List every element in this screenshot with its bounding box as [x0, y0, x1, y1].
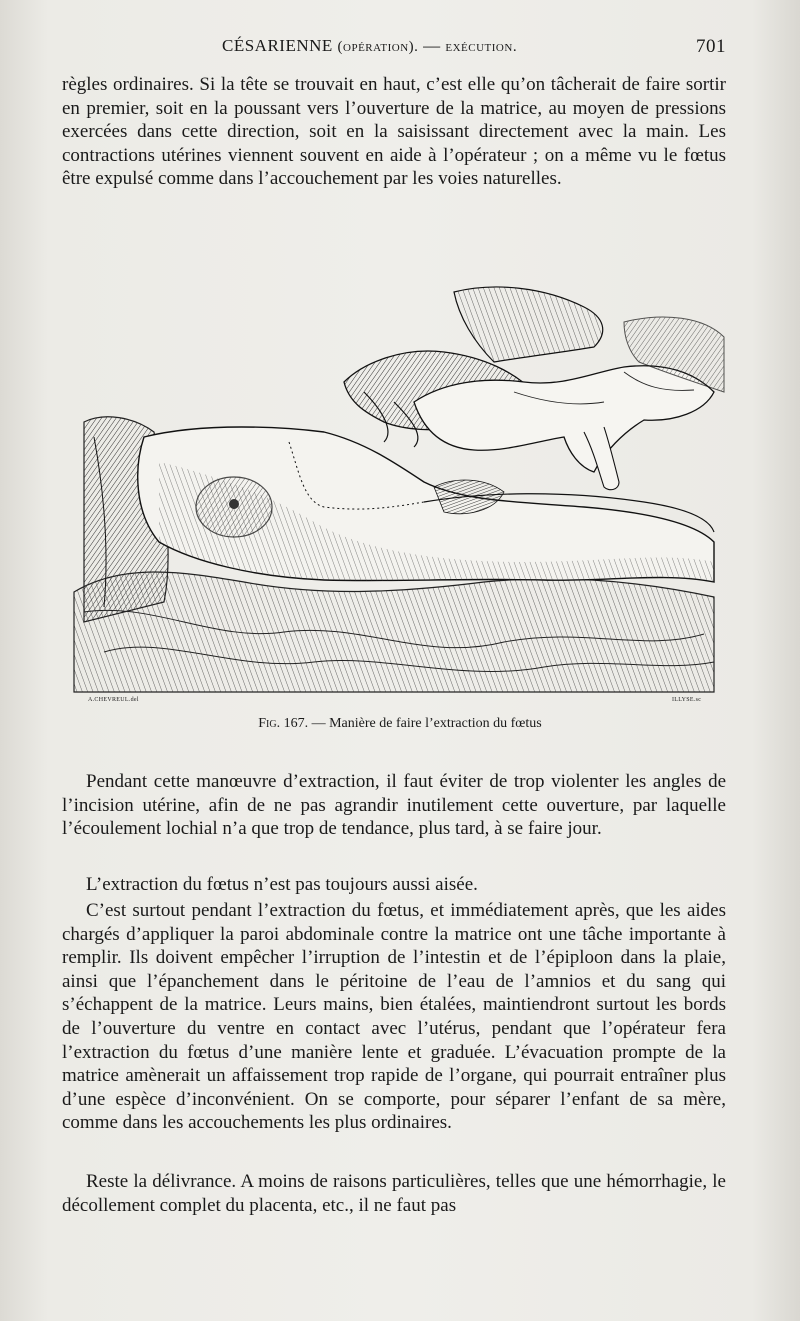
engraver-left: A.CHEVREUL.del [88, 697, 139, 703]
running-title [222, 36, 517, 56]
page-number: 701 [696, 36, 726, 57]
paragraph-4: C’est surtout pendant l’extraction du fœtus, et immédiatement après, que les aides chargés d’appliquer la paroi abdominale contre la matrice ont une tâche importante à remplir. Ils doivent empêcher l’irruption de l’intestin et de l’épiploon dans la plaie, ainsi que l’épanchement dans le péritoine de l’eau de l’amnios et du sang qui s’échappent de la matrice. Leurs mains, bien étalées, maintiendront surtout les bords de l’ouverture du ventre en contact avec l’utérus, pendant que l’opérateur fera l’extraction du fœtus d’une manière lente et graduée. L’évacuation prompte de la matrice amènerait un affaissement trop rapide de l’organe, qui pourrait entraîner plus d’une espèce d’inconvénient. On se comporte, pour séparer l’enfant de sa mère, comme dans les accouchements les plus ordinaires. [62, 900, 726, 1134]
caesarean-illustration [64, 262, 726, 702]
caption-text: — Manière de faire l’extraction du fœtus [308, 716, 542, 731]
paragraph-5: Reste la délivrance. A moins de raisons particulières, telles que une hémorrhagie, le décollement complet du placenta, etc., il ne faut pas [62, 1171, 726, 1216]
caption-label: Fig. 167. [258, 716, 309, 731]
running-header [62, 36, 726, 64]
paragraph-3: L’extraction du fœtus n’est pas toujours aussi aisée. [86, 874, 478, 895]
figure-engraving [64, 262, 726, 702]
figure-caption [0, 716, 800, 732]
title-paren: (opération). [337, 39, 419, 55]
paragraph-1: règles ordinaires. Si la tête se trouvait en haut, c’est elle qu’on tâcherait de faire sortir en premier, soit en la poussant vers l’ouverture de la matrice, au moyen de pressions exercées dans cette direction, soit en la saisissant directement avec la main. Les contractions utérines viennent souvent en aide à l’opérateur ; on a même vu le fœtus être expulsé comme dans l’accouchement par les voies naturelles. [62, 74, 726, 190]
title-separator: — [418, 36, 446, 55]
engraver-right: ILLYSE.sc [672, 697, 702, 703]
paragraph-2: Pendant cette manœuvre d’extraction, il faut éviter de trop violenter les angles de l’incision utérine, afin de ne pas agrandir inutilement cette ouverture, par laquelle l’écoulement lochial n’a que trop de tendance, plus tard, à se faire jour. [62, 771, 726, 840]
title-main: CÉSARIENNE [222, 36, 333, 55]
title-section: exécution. [445, 39, 518, 55]
